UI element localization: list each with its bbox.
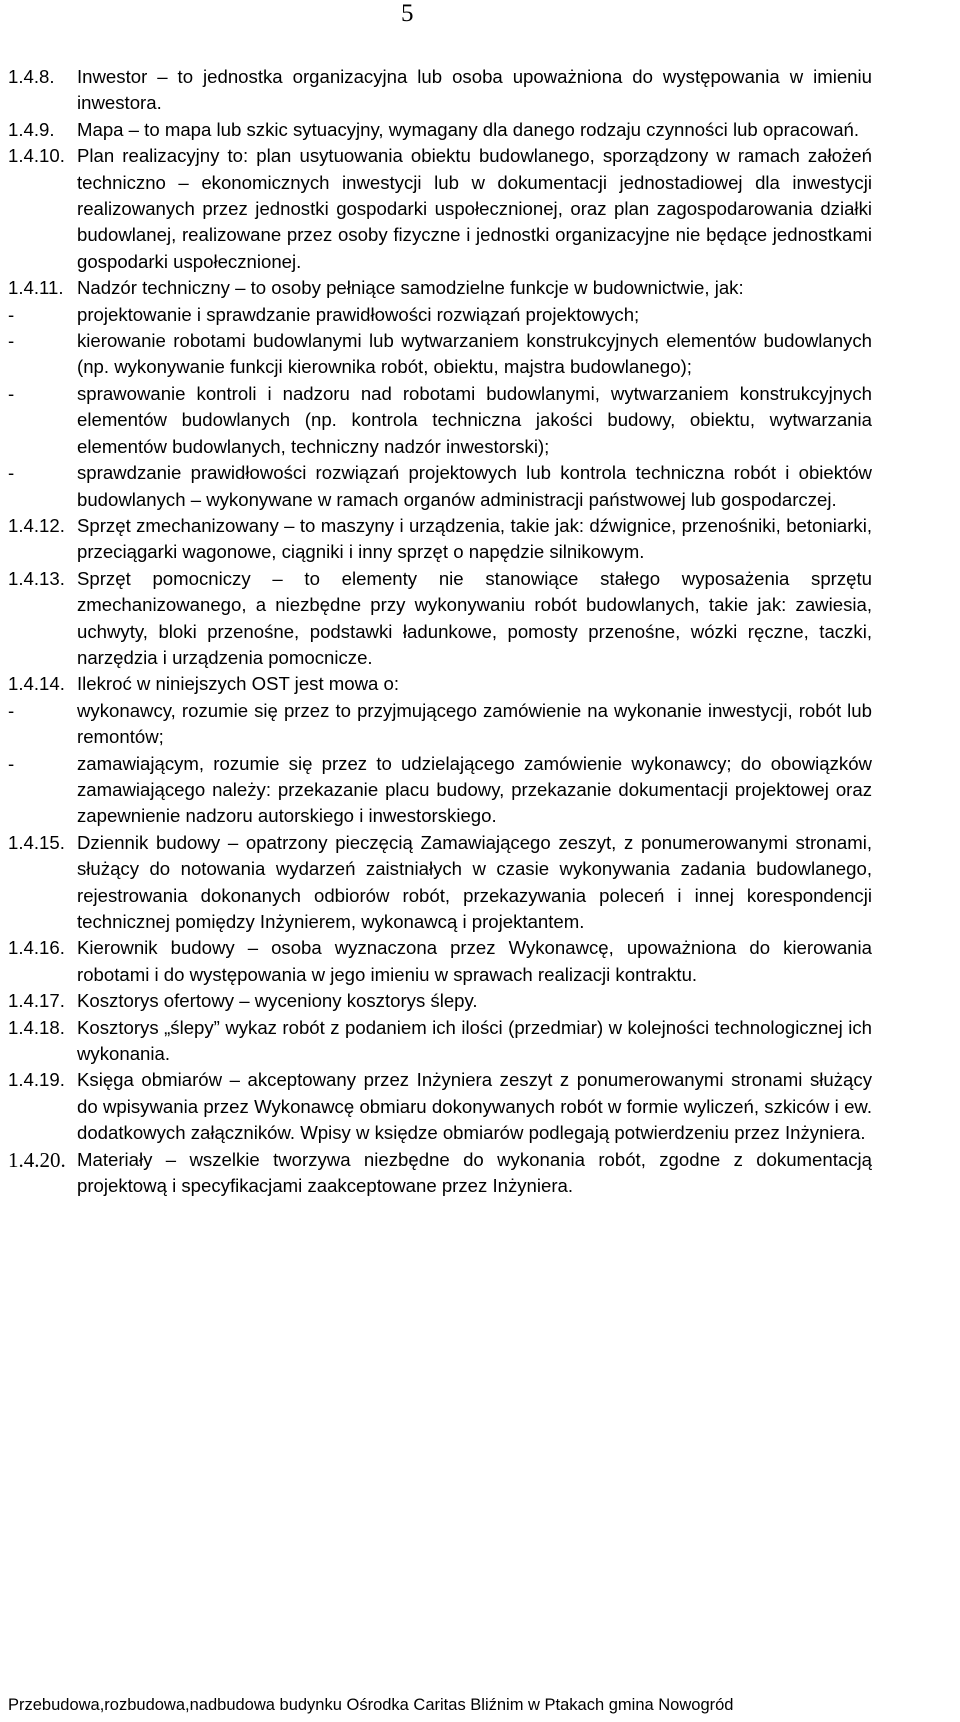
section-number: 1.4.11. (8, 277, 64, 299)
section-number: 1.4.9. (8, 118, 55, 140)
definition-1-4-18 (8, 1015, 872, 1068)
bullet-dash: - (8, 330, 15, 352)
section-number: 1.4.12. (8, 514, 65, 536)
section-number: 1.4.15. (8, 831, 65, 853)
page-footer: Przebudowa,rozbudowa,nadbudowa budynku Ośrodka Caritas Bliźnim w Ptakach gmina Nowogród (8, 1696, 734, 1714)
definition-1-4-19 (8, 1067, 872, 1146)
definition-1-4-20 (8, 1147, 872, 1200)
bullet-dash: - (8, 382, 15, 404)
section-number: 1.4.16. (8, 937, 65, 959)
section-number: 1.4.10. (8, 145, 65, 167)
list-item-text: zamawiającym, rozumie się przez to udzielającego zamówienie wykonawcy; do obowiązków zamawiającego należy: przekazanie placu budowy, przekazanie dokumentacji projektowej oraz zapewnienie nadzoru autorskiego i inwestorskiego. (77, 752, 872, 827)
list-item (8, 302, 872, 328)
document-body (8, 64, 872, 1199)
section-number: 1.4.17. (8, 990, 65, 1012)
definition-1-4-8 (8, 64, 872, 117)
section-number: 1.4.14. (8, 673, 65, 695)
section-number: 1.4.8. (8, 66, 55, 87)
list-item (8, 751, 872, 830)
definition-text: Sprzęt pomocniczy – to elementy nie stanowiące stałego wyposażenia sprzętu zmechanizowanego, a niezbędne przy wykonywaniu robót budowlanych, takie jak: zawiesia, uchwyty, bloki przenośne, podstawki ładunkowe, pomosty przenośne, wózki ręczne, taczki, narzędzia i urządzenia pomocnicze. (77, 567, 872, 668)
definition-1-4-13 (8, 566, 872, 672)
list-item (8, 381, 872, 460)
definition-text: Kierownik budowy – osoba wyznaczona przez Wykonawcę, upoważniona do kierowania robotami i do występowania w jego imieniu w sprawach realizacji kontraktu. (77, 937, 872, 985)
definition-1-4-15 (8, 830, 872, 936)
definition-1-4-9 (8, 117, 872, 143)
list-item-text: wykonawcy, rozumie się przez to przyjmującego zamówienie na wykonanie inwestycji, robót lub remontów; (77, 699, 872, 748)
definition-text: Inwestor – to jednostka organizacyjna lub osoba upoważniona do występowania w imieniu inwestora. (77, 66, 872, 114)
section-number: 1.4.18. (8, 1016, 65, 1038)
list-item-text: kierowanie robotami budowlanymi lub wytwarzaniem konstrukcyjnych elementów budowlanych (np. wykonywanie funkcji kierownika robót, obiektu, majstra budowlanego); (77, 330, 872, 378)
section-number: 1.4.19. (8, 1069, 65, 1091)
list-item-text: projektowanie i sprawdzanie prawidłowości rozwiązań projektowych; (77, 303, 640, 325)
list-item (8, 698, 872, 751)
definition-text: Nadzór techniczny – to osoby pełniące samodzielne funkcje w budownictwie, jak: (77, 277, 744, 299)
definition-text: Plan realizacyjny to: plan usytuowania obiektu budowlanego, sporządzony w ramach założeń techniczno – ekonomicznych inwestycji lub w dokumentacji jednostadiowej dla inwestycji realizowanych przez jednostki gospodarki uspołecznionej, oraz plan zagospodarowania działki budowlanej, realizowane przez osoby fizyczne i jednostki organizacyjne nie będące jednostkami gospodarki uspołecznionej. (77, 145, 872, 272)
page-number: 5 (401, 0, 414, 27)
definition-text: Mapa – to mapa lub szkic sytuacyjny, wymagany dla danego rodzaju czynności lub opracowań. (77, 118, 860, 140)
definition-text: Kosztorys ofertowy – wyceniony kosztorys ślepy. (77, 990, 478, 1012)
bullet-dash: - (8, 462, 15, 484)
definition-1-4-10 (8, 143, 872, 275)
definition-text: Księga obmiarów – akceptowany przez Inżyniera zeszyt z ponumerowanymi stronami służący do wpisywania przez Wykonawcę obmiaru dokonywanych robót w formie wyliczeń, szkiców i ew. dodatkowych załączników. Wpisy w księdze obmiarów podlegają potwierdzeniu przez Inżyniera. (77, 1069, 872, 1144)
definition-1-4-17 (8, 988, 872, 1014)
definition-text: Dziennik budowy – opatrzony pieczęcią Zamawiającego zeszyt, z ponumerowanymi stronami, służący do notowania wydarzeń zaistniałych w czasie wykonywania zadania budowlanego, rejestrowania dokonanych odbiorów robót, przekazywania poleceń i innej korespondencji technicznej pomiędzy Inżynierem, wykonawcą i projektantem. (77, 831, 872, 932)
list-item (8, 328, 872, 381)
list-item-text: sprawdzanie prawidłowości rozwiązań projektowych lub kontrola techniczna robót i obiektów budowlanych – wykonywane w ramach organów administracji państwowej lub gospodarczej. (77, 462, 872, 510)
definition-1-4-16 (8, 935, 872, 988)
section-number: 1.4.20. (8, 1147, 66, 1172)
bullet-dash: - (8, 699, 15, 721)
list-item-text: sprawowanie kontroli i nadzoru nad robotami budowlanymi, wytwarzaniem konstrukcyjnych elementów budowlanych (np. kontrola techniczna jakości budowy, obiektu, wytwarzania elementów budowlanych, techniczny nadzór inwestorski); (77, 382, 872, 457)
definition-1-4-12 (8, 513, 872, 566)
definition-1-4-14 (8, 671, 872, 697)
list-item (8, 460, 872, 513)
bullet-dash: - (8, 752, 15, 774)
definition-text: Ilekroć w niniejszych OST jest mowa o: (77, 673, 400, 695)
definition-1-4-11 (8, 275, 872, 301)
definition-text: Kosztorys „ślepy” wykaz robót z podaniem ich ilości (przedmiar) w kolejności technologicznej ich wykonania. (77, 1016, 872, 1065)
bullet-dash: - (8, 303, 15, 325)
definition-text: Sprzęt zmechanizowany – to maszyny i urządzenia, takie jak: dźwignice, przenośniki, betoniarki, przeciągarki wagonowe, ciągniki i inny sprzęt o napędzie silnikowym. (77, 514, 872, 563)
section-number: 1.4.13. (8, 567, 65, 589)
definition-text: Materiały – wszelkie tworzywa niezbędne do wykonania robót, zgodne z dokumentacją projektową i specyfikacjami zaakceptowane przez Inżyniera. (77, 1148, 872, 1197)
